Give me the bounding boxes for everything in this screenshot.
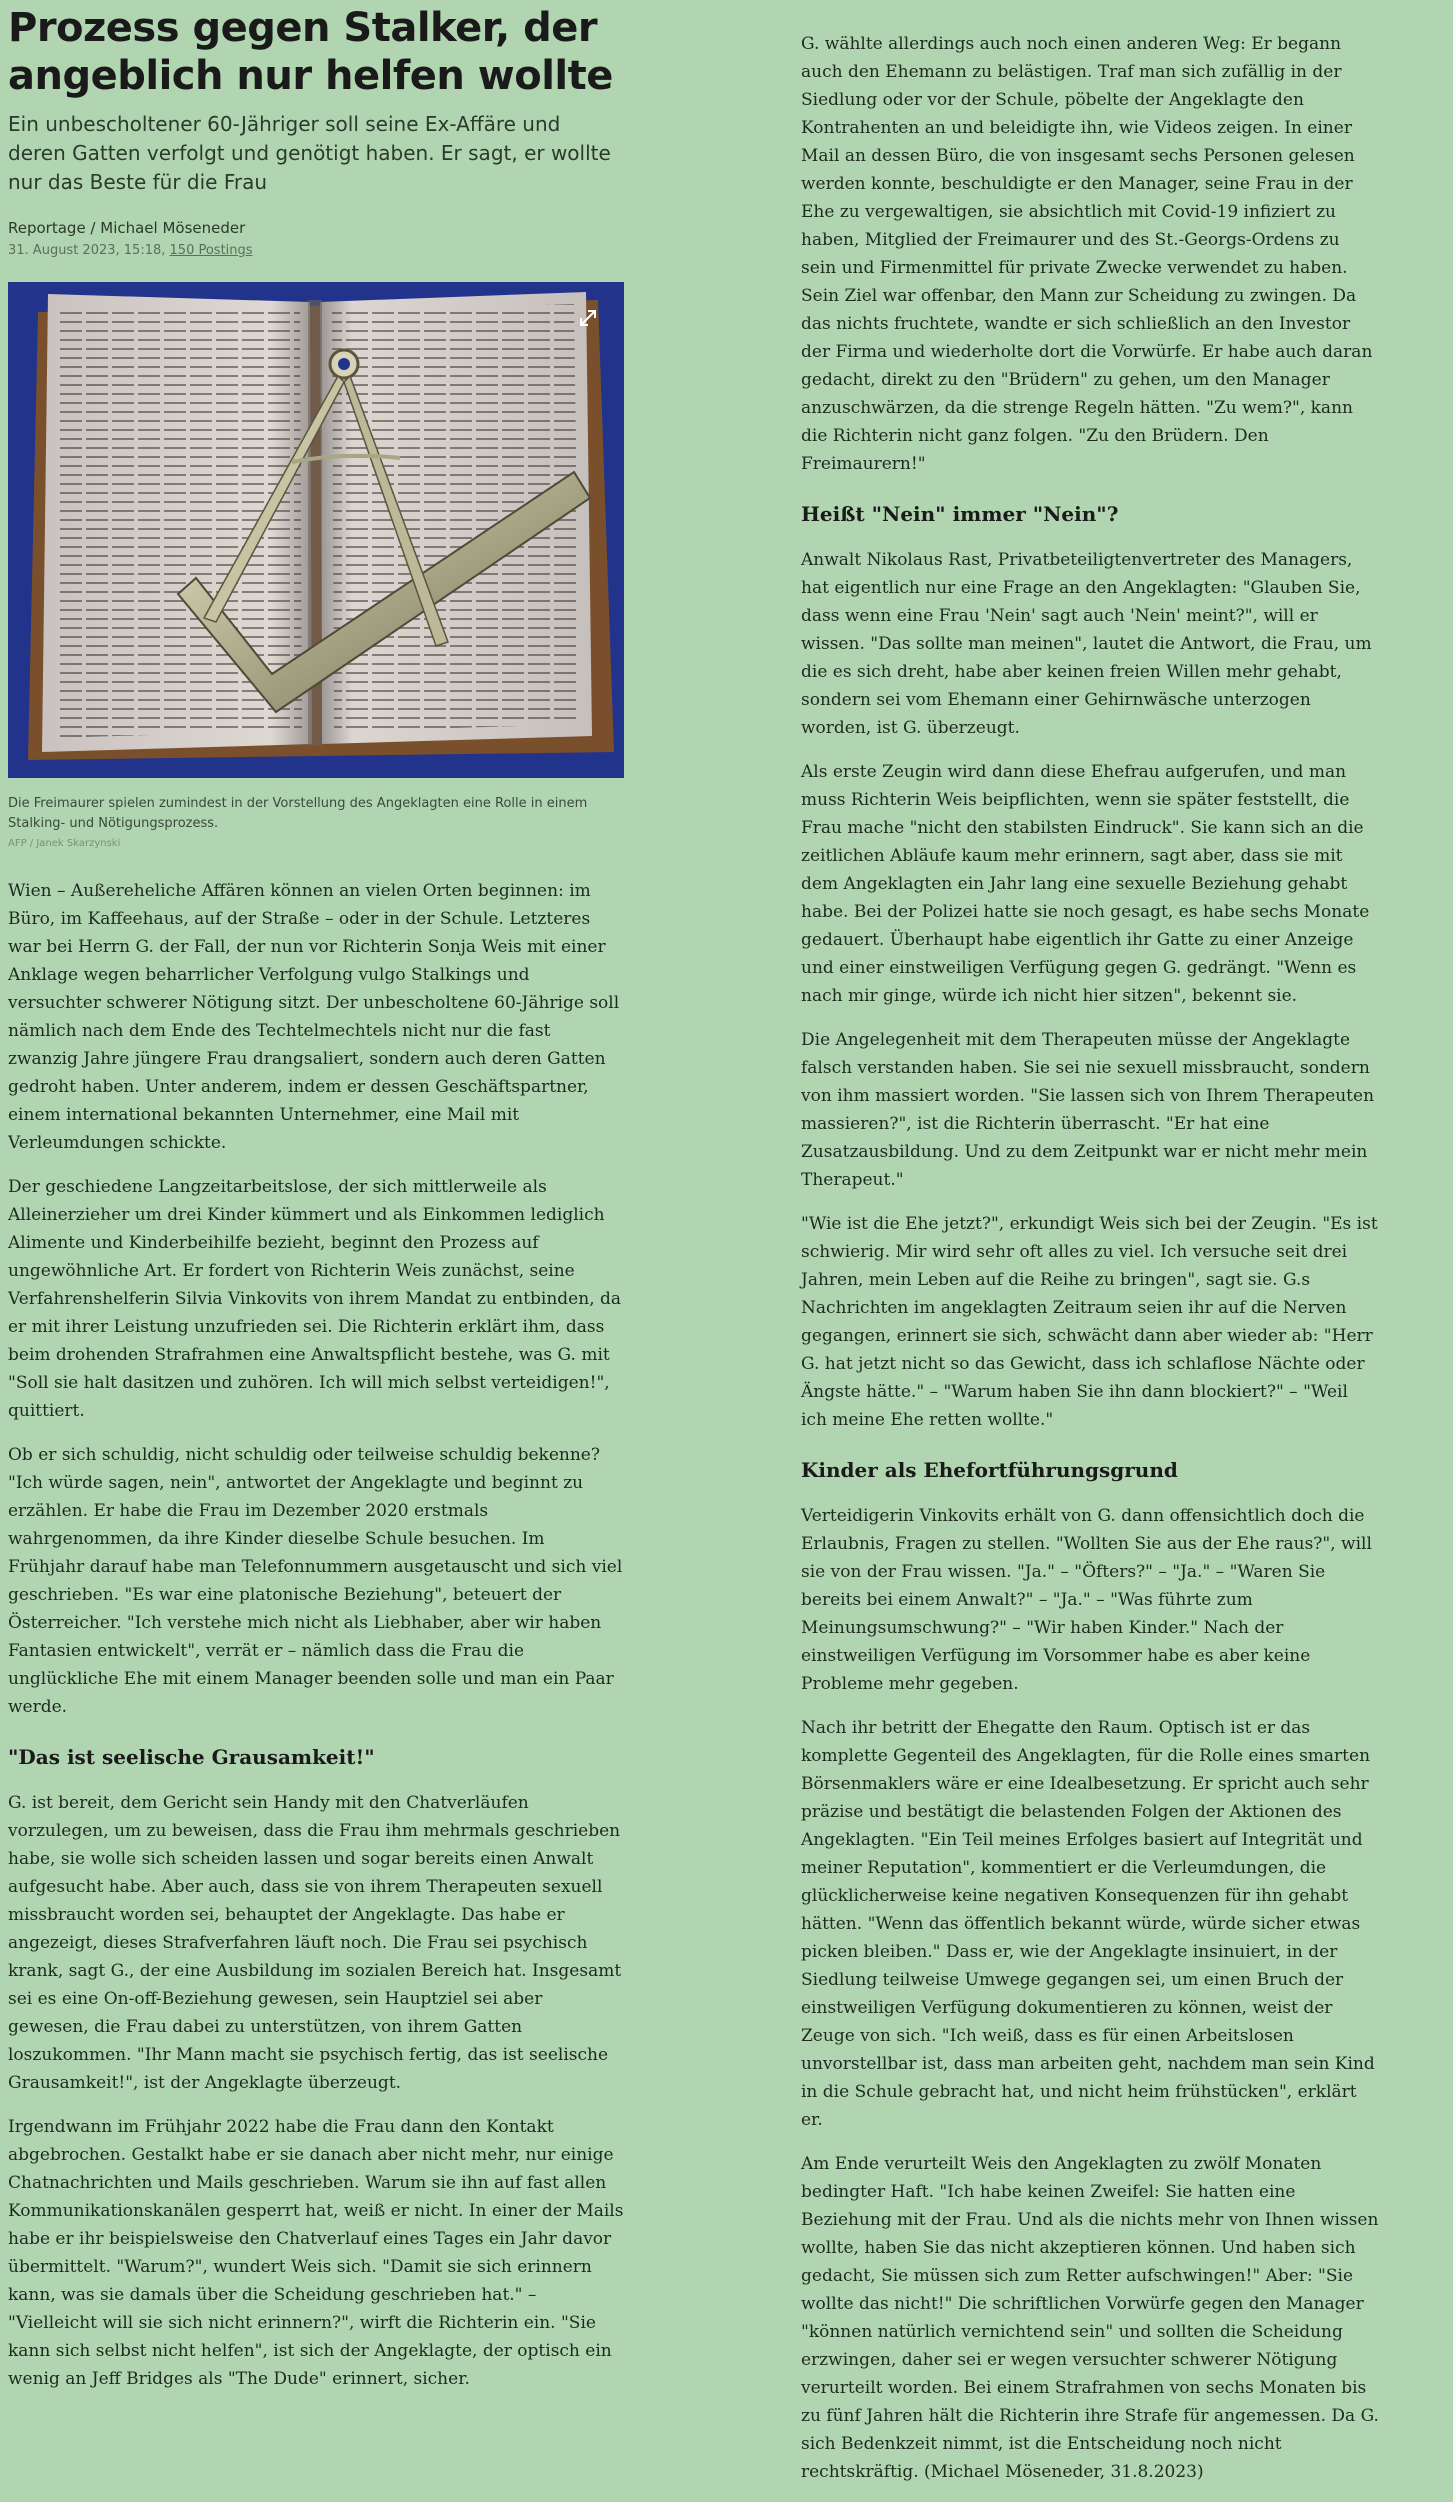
paragraph: "Wie ist die Ehe jetzt?", erkundigt Weis sich bei der Zeugin. "Es ist schwierig. Mir wird sehr oft alles zu viel. Ich versuche seit drei Jahren, mein Leben auf die Reihe zu bringen", sagt sie. G.s Nachrichten im angeklagten Zeitraum seien ihr auf die Nerven gegangen, erinnert sie sich, schwächt dann aber wieder ab: "Herr G. hat jetzt nicht so das Gewicht, dass ich schlaflose Nächte oder Ängste hätte." – "Warum haben Sie ihn dann blockiert?" – "Weil ich meine Ehe retten wollte."	[801, 1214, 1378, 1430]
subheading: "Das ist seelische Grausamkeit!"	[8, 1745, 375, 1769]
paragraph: Am Ende verurteilt Weis den Angeklagten zu zwölf Monaten bedingter Haft. "Ich habe keinen Zweifel: Sie hatten eine Beziehung mit der Frau. Und als die nichts mehr von Ihnen wissen wollte, haben Sie das nicht akzeptieren können. Und haben sich gedacht, Sie müssen sich zum Retter aufschwingen!" Aber: "Sie wollte das nicht!" Die schriftlichen Vorwürfe gegen den Manager "können natürlich vernichtend sein" und sollten die Scheidung erzwingen, daher sei er wegen versuchter schwerer Nötigung verurteilt worden. Bei einem Strafrahmen von sechs Monaten bis zu fünf Jahren hält die Richterin ihre Strafe für angemessen. Da G. sich Bedenkzeit nimmt, ist die Entscheidung noch nicht rechtskräftig. (Michael Möseneder, 31.8.2023)	[801, 2154, 1379, 2482]
subheading: Kinder als Ehefortführungsgrund	[801, 1458, 1178, 1482]
article-lead: Ein unbescholtener 60-Jähriger soll seine Ex-Affäre und deren Gatten verfolgt und genötigt haben. Er sagt, er wollte nur das Beste für die Frau	[8, 112, 611, 194]
paragraph: G. wählte allerdings auch noch einen anderen Weg: Er begann auch den Ehemann zu belästigen. Traf man sich zufällig in der Siedlung oder vor der Schule, pöbelte der Angeklagte den Kontrahenten an und beleidigte ihn, wie Videos zeigen. In einer Mail an dessen Büro, die von insgesamt sechs Personen gelesen werden konnte, beschuldigte er den Manager, seine Frau in der Ehe zu vergewaltigen, sie absichtlich mit Covid-19 infiziert zu haben, Mitglied der Freimaurer und des St.-Georgs-Ordens zu sein und Firmenmittel für private Zwecke verwendet zu haben. Sein Ziel war offenbar, den Mann zur Scheidung zu zwingen. Da das nichts fruchtete, wandte er sich schließlich an den Investor der Firma und wiederholte dort die Vorwürfe. Er habe auch daran gedacht, direkt zu den "Brüdern" zu gehen, um den Manager anzuschwärzen, da die strenge Regeln hätten. "Zu wem?", kann die Richterin nicht ganz folgen. "Zu den Brüdern. Den Freimaurern!"	[801, 34, 1373, 474]
paragraph: Nach ihr betritt der Ehegatte den Raum. Optisch ist er das komplette Gegenteil des Angeklagten, für die Rolle eines smarten Börsenmaklers wäre er eine Idealbesetzung. Er spricht auch sehr präzise und bestätigt die belastenden Folgen der Aktionen des Angeklagten. "Ein Teil meines Erfolges basiert auf Integrität und meiner Reputation", kommentiert er die Verleumdungen, die glücklicherweise keine negativen Konsequenzen für ihn gehabt hätten. "Wenn das öffentlich bekannt würde, würde sicher etwas picken bleiben." Dass er, wie der Angeklagte insinuiert, in der Siedlung teilweise Umwege gegangen sei, um einen Bruch der einstweiligen Verfügung dokumentieren zu können, weist der Zeuge von sich. "Ich weiß, dass es für einen Arbeitslosen unvorstellbar ist, dass man arbeiten geht, nachdem man sein Kind in die Schule gebracht hat, und nicht heim frühstücken", erklärt er.	[801, 1718, 1375, 2130]
paragraph: Irgendwann im Frühjahr 2022 habe die Frau dann den Kontakt abgebrochen. Gestalkt habe er sie danach aber nicht mehr, nur einige Chatnachrichten und Mails geschrieben. Warum sie ihn auf fast allen Kommunikationskanälen gesperrt hat, weiß er nicht. In einer der Mails habe er ihr beispielsweise den Chatverlauf eines Tages ein Jahr davor übermittelt. "Warum?", wundert Weis sich. "Damit sie sich erinnern kann, was sie damals über die Scheidung geschrieben hat." – "Vielleicht will sie sich nicht erinnern?", wirft die Richterin ein. "Sie kann sich selbst nicht helfen", ist sich der Angeklagte, der optisch ein wenig an Jeff Bridges als "The Dude" erinnert, sicher.	[8, 2117, 624, 2389]
paragraph: Als erste Zeugin wird dann diese Ehefrau aufgerufen, und man muss Richterin Weis beipflichten, wenn sie später feststellt, die Frau mache "nicht den stabilsten Eindruck". Sie kann sich an die zeitlichen Abläufe kaum mehr erinnern, sagt aber, dass sie mit dem Angeklagten ein Jahr lang eine sexuelle Beziehung gehabt habe. Bei der Polizei hatte sie noch gesagt, es habe sechs Monate gedauert. Überhaupt habe eigentlich ihr Gatte zu einer Anzeige und einer einstweiligen Verfügung gegen G. gedrängt. "Wenn es nach mir ginge, würde ich nicht hier sitzen", bekennt sie.	[801, 762, 1370, 1006]
paragraph: Anwalt Nikolaus Rast, Privatbeteiligtenvertreter des Managers, hat eigentlich nur eine Frage an den Angeklagten: "Glauben Sie, dass wenn eine Frau 'Nein' sagt auch 'Nein' meint?", will er wissen. "Das sollte man meinen", lautet die Antwort, die Frau, um die es sich dreht, habe aber keinen freien Willen mehr gehabt, sondern sei vom Ehemann einer Gehirnwäsche unterzogen worden, ist G. überzeugt.	[801, 550, 1372, 738]
article-title: Prozess gegen Stalker, der angeblich nur helfen wollte	[8, 5, 613, 99]
image-caption: Die Freimaurer spielen zumindest in der Vorstellung des Angeklagten eine Rolle in einem Stalking- und Nötigungsprozess.	[8, 796, 588, 831]
article-meta	[8, 243, 624, 258]
paragraph: Wien – Außereheliche Affären können an vielen Orten beginnen: im Büro, im Kaffeehaus, auf der Straße – oder in der Schule. Letzteres war bei Herrn G. der Fall, der nun vor Richterin Sonja Weis mit einer Anklage wegen beharrlicher Verfolgung vulgo Stalkings und versuchter schwerer Nötigung sitzt. Der unbescholtene 60-Jährige soll nämlich nach dem Ende des Techtelmechtels nicht nur die fast zwanzig Jahre jüngere Frau drangsaliert, sondern auch deren Gatten gedroht haben. Unter anderem, indem er dessen Geschäftspartner, einem international bekannten Unternehmer, eine Mail mit Verleumdungen schickte.	[8, 881, 620, 1153]
paragraph: Der geschiedene Langzeitarbeitslose, der sich mittlerweile als Alleinerzieher um drei Kinder kümmert und als Einkommen lediglich Alimente und Kinderbeihilfe bezieht, beginnt den Prozess auf ungewöhnliche Art. Er fordert von Richterin Weis zunächst, seine Verfahrenshelferin Silvia Vinkovits von ihrem Mandat zu entbinden, da er mit ihrer Leistung unzufrieden sei. Die Richterin erklärt ihm, dass beim drohenden Strafrahmen eine Anwaltspflicht bestehe, was G. mit "Soll sie halt dasitzen und zuhören. Ich will mich selbst verteidigen!", quittiert.	[8, 1177, 622, 1421]
paragraph: Ob er sich schuldig, nicht schuldig oder teilweise schuldig bekenne? "Ich würde sagen, nein", antwortet der Angeklagte und beginnt zu erzählen. Er habe die Frau im Dezember 2020 erstmals wahrgenommen, da ihre Kinder dieselbe Schule besuchen. Im Frühjahr darauf habe man Telefonnummern ausgetauscht und sich viel geschrieben. "Es war eine platonische Beziehung", beteuert der Österreicher. "Ich verstehe mich nicht als Liebhaber, aber wir haben Fantasien entwickelt", verrät er – nämlich dass die Frau die unglückliche Ehe mit einem Manager beenden solle und man ein Paar werde.	[8, 1445, 623, 1717]
image-credit: AFP / Janek Skarzynski	[8, 838, 121, 849]
paragraph: Verteidigerin Vinkovits erhält von G. dann offensichtlich doch die Erlaubnis, Fragen zu stellen. "Wollten Sie aus der Ehe raus?", will sie von der Frau wissen. "Ja." – "Öfters?" – "Ja." – "Waren Sie bereits bei einem Anwalt?" – "Ja." – "Was führte zum Meinungsumschwung?" – "Wir haben Kinder." Nach der einstweiligen Verfügung im Vorsommer habe es aber keine Probleme mehr gegeben.	[801, 1506, 1372, 1694]
publish-date: 31. August 2023, 15:18,	[8, 243, 166, 258]
article-image	[8, 282, 624, 778]
paragraph: G. ist bereit, dem Gericht sein Handy mit den Chatverläufen vorzulegen, um zu beweisen, dass die Frau ihm mehrmals geschrieben habe, sie wolle sich scheiden lassen und sogar bereits einen Anwalt aufgesucht habe. Aber auch, dass sie von ihrem Therapeuten sexuell missbraucht worden sei, behauptet der Angeklagte. Das habe er angezeigt, dieses Strafverfahren läuft noch. Die Frau sei psychisch krank, sagt G., der eine Ausbildung im sozialen Bereich hat. Insgesamt sei es eine On-off-Beziehung gewesen, sein Hauptziel sei aber gewesen, die Frau dabei zu unterstützen, von ihrem Gatten loszukommen. "Ihr Mann macht sie psychisch fertig, das ist seelische Grausamkeit!", ist der Angeklagte überzeugt.	[8, 1793, 622, 2093]
byline: Reportage / Michael Möseneder	[8, 219, 246, 237]
postings-link[interactable]: 150 Postings	[169, 243, 253, 258]
subheading: Heißt "Nein" immer "Nein"?	[801, 502, 1119, 526]
expand-icon[interactable]	[578, 308, 598, 328]
right-column	[801, 30, 1379, 2502]
left-column	[8, 0, 624, 2409]
book-compass-illustration	[8, 282, 624, 778]
paragraph: Die Angelegenheit mit dem Therapeuten müsse der Angeklagte falsch verstanden haben. Sie sei nie sexuell missbraucht, sondern von ihm massiert worden. "Sie lassen sich von Ihrem Therapeuten massieren?", ist die Richterin überrascht. "Er hat eine Zusatzausbildung. Und zu dem Zeitpunkt war er nicht mehr mein Therapeut."	[801, 1030, 1375, 1190]
